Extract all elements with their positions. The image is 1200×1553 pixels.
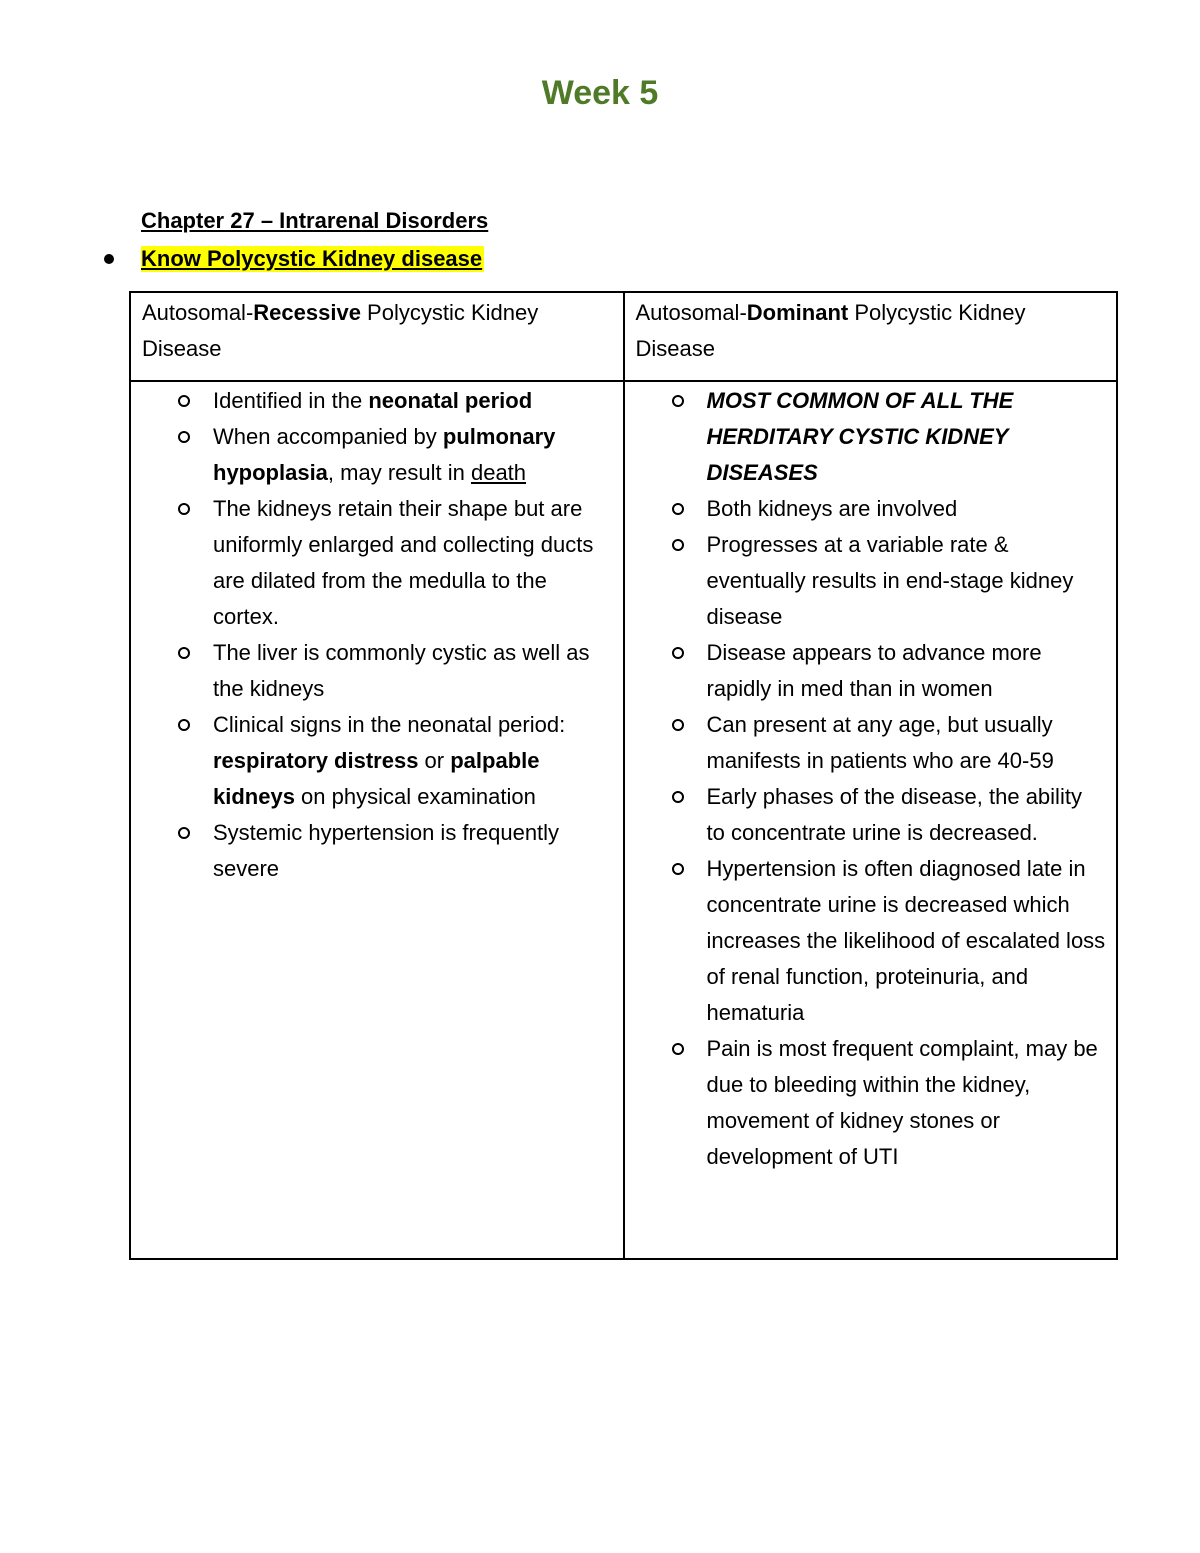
list-item <box>131 707 613 815</box>
list-item <box>625 527 1107 635</box>
comparison-table <box>129 291 1118 1260</box>
item-bold: pulmonary hypoplasia <box>213 424 556 485</box>
list-item <box>625 1031 1107 1175</box>
item-text: Pain is most frequent complaint, may be due to bleeding within the kidney, movement of kidney stones or development of UTI <box>706 1036 1098 1169</box>
header-bold: Dominant <box>746 300 849 325</box>
circle-bullet-icon <box>672 719 684 731</box>
recessive-cell <box>130 381 624 1259</box>
item-text: Can present at any age, but usually manifests in patients who are 40-59 <box>706 712 1054 773</box>
item-text: or <box>418 748 451 773</box>
item-text: Identified in the <box>213 388 369 413</box>
header-prefix: Autosomal- <box>142 300 254 325</box>
item-text: on physical examination <box>294 784 536 809</box>
item-text: Both kidneys are involved <box>706 496 958 521</box>
circle-bullet-icon <box>178 431 190 443</box>
header-dominant <box>624 292 1118 381</box>
list-item <box>131 491 613 635</box>
circle-bullet-icon <box>672 503 684 515</box>
item-bold: respiratory distress <box>213 748 419 773</box>
circle-bullet-icon <box>672 863 684 875</box>
list-item <box>625 491 1107 527</box>
header-suffix: Polycystic Kidney Disease <box>635 300 1026 361</box>
item-emphasis: MOST COMMON OF ALL THE HERDITARY CYSTIC KIDNEY DISEASES <box>706 388 1014 485</box>
item-text: Disease appears to advance more rapidly in med than in women <box>706 640 1042 701</box>
circle-bullet-icon <box>672 647 684 659</box>
item-bold: neonatal period <box>368 388 533 413</box>
item-text: Early phases of the disease, the ability to concentrate urine is decreased. <box>706 784 1082 845</box>
bullet-icon <box>104 254 114 264</box>
circle-bullet-icon <box>672 395 684 407</box>
circle-bullet-icon <box>178 827 190 839</box>
header-prefix: Autosomal- <box>635 300 747 325</box>
dominant-list <box>625 383 1107 1175</box>
list-item <box>131 383 613 419</box>
list-item <box>625 635 1107 707</box>
header-bold: Recessive <box>253 300 361 325</box>
circle-bullet-icon <box>672 1043 684 1055</box>
dominant-cell <box>624 381 1118 1259</box>
list-item <box>625 779 1107 851</box>
item-text: Systemic hypertension is frequently severe <box>213 820 560 881</box>
item-text: , may result in <box>327 460 471 485</box>
table-body-row <box>130 381 1117 1259</box>
header-suffix: Polycystic Kidney Disease <box>142 300 539 361</box>
list-item <box>625 383 1107 491</box>
header-recessive <box>130 292 624 381</box>
list-item <box>131 419 613 491</box>
topic-highlight: Know Polycystic Kidney disease <box>141 246 483 271</box>
table-header-row <box>130 292 1117 381</box>
circle-bullet-icon <box>178 395 190 407</box>
topic-bullet <box>104 244 484 274</box>
item-bold: palpable kidneys <box>213 748 540 809</box>
circle-bullet-icon <box>672 539 684 551</box>
list-item <box>131 635 613 707</box>
page-title: Week 5 <box>541 74 659 112</box>
list-item <box>625 707 1107 779</box>
item-text: Clinical signs in the neonatal period: <box>213 712 566 737</box>
item-text: Progresses at a variable rate & eventually results in end-stage kidney disease <box>706 532 1074 629</box>
item-underline: death <box>470 460 527 485</box>
circle-bullet-icon <box>178 503 190 515</box>
list-item <box>131 815 613 887</box>
item-text: The kidneys retain their shape but are uniformly enlarged and collecting ducts are dilated from the medulla to the cortex. <box>213 496 594 629</box>
list-item <box>625 851 1107 1031</box>
chapter-heading: Chapter 27 – Intrarenal Disorders <box>141 208 489 233</box>
item-text: When accompanied by <box>213 424 443 449</box>
item-text: Hypertension is often diagnosed late in concentrate urine is decreased which increases the likelihood of escalated loss of renal function, proteinuria, and hematuria <box>706 856 1106 1025</box>
circle-bullet-icon <box>178 719 190 731</box>
item-text: The liver is commonly cystic as well as the kidneys <box>213 640 590 701</box>
circle-bullet-icon <box>178 647 190 659</box>
circle-bullet-icon <box>672 791 684 803</box>
recessive-list <box>131 383 613 887</box>
